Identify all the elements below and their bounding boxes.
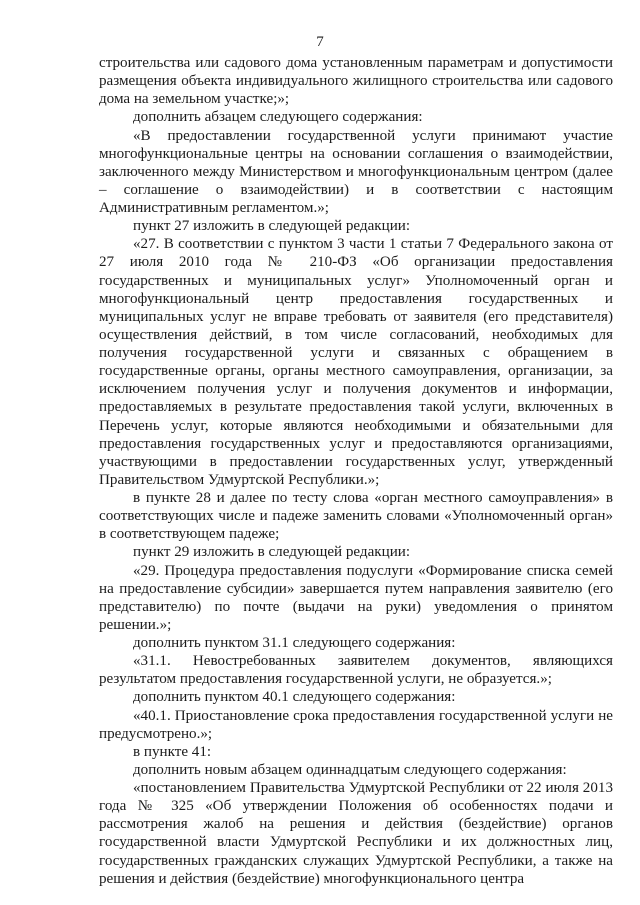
paragraph-6: в пункте 28 и далее по тесту слова «орган местного самоуправления» в соответствующих числе и падеже заменить словами «Уполномоченный орган» в соответствующем падеже; (99, 490, 613, 543)
paragraph-7: пункт 29 изложить в следующей редакции: (133, 544, 411, 561)
paragraph-4: пункт 27 изложить в следующей редакции: (133, 218, 411, 235)
page-number: 7 (316, 34, 324, 50)
paragraph-10: «31.1. Невостребованных заявителем документов, являющихся результатом предоставления государственной услуги, не образуется.»; (99, 653, 613, 688)
paragraph-2: дополнить абзацем следующего содержания: (133, 109, 423, 126)
paragraph-13: в пункте 41: (133, 743, 212, 760)
paragraph-14: дополнить новым абзацем одиннадцатым следующего содержания: (133, 761, 567, 778)
paragraph-5: «27. В соответствии с пунктом 3 части 1 статьи 7 Федерального закона от 27 июля 2010 года № 210-ФЗ «Об организации предоставления государственных и муниципальных услуг» Уполномоченный орган и многофункциональный центр предоставления государственных и муниципальных услуг не вправе требовать от заявителя (его представителя) осуществления действий, в том числе согласований, необходимых для получения государственной услуги и связанных с обращением в государственные органы, органы местного самоуправления, организации, за исключением получения услуг и получения документов и информации, предоставляемых в результате предоставления такой услуги, включенных в Перечень услуг, которые являются необходимыми и обязательными для предоставления государственных услуг и предоставляются организациями, участвующими в предоставлении государственных услуг, утвержденный Правительством Удмуртской Республики.»; (99, 236, 613, 488)
paragraph-1: строительства или садового дома установленным параметрам и допустимости размещения объекта индивидуального жилищного строительства или садового дома на земельном участке;»; (99, 55, 613, 108)
paragraph-12: «40.1. Приостановление срока предоставления государственной услуги не предусмотрено.»; (99, 707, 613, 742)
paragraph-8: «29. Процедура предоставления подуслуги «Формирование списка семей на предоставление субсидии» завершается путем направления заявителю (его представителю) по почте (выдачи на руки) уведомления о принятом решении.»; (99, 562, 613, 633)
paragraph-11: дополнить пунктом 40.1 следующего содержания: (133, 689, 456, 706)
document-body (99, 54, 613, 888)
paragraph-15: «постановлением Правительства Удмуртской Республики от 22 июля 2013 года № 325 «Об утверждении Положения об особенностях подачи и рассмотрения жалоб на решения и действия (бездействие) органов государственной власти Удмуртской Республики и их должностных лиц, государственных гражданских служащих Удмуртской Республики, а также на решения и действия (бездействие) многофункционального центра (99, 780, 613, 887)
paragraph-9: дополнить пунктом 31.1 следующего содержания: (133, 635, 456, 651)
paragraph-3: «В предоставлении государственной услуги принимают участие многофункциональные центры на основании соглашения о взаимодействии, заключенного между Министерством и многофункциональным центром (далее – соглашение о взаимодействии) и в соответствии с настоящим Административным регламентом.»; (99, 127, 613, 216)
